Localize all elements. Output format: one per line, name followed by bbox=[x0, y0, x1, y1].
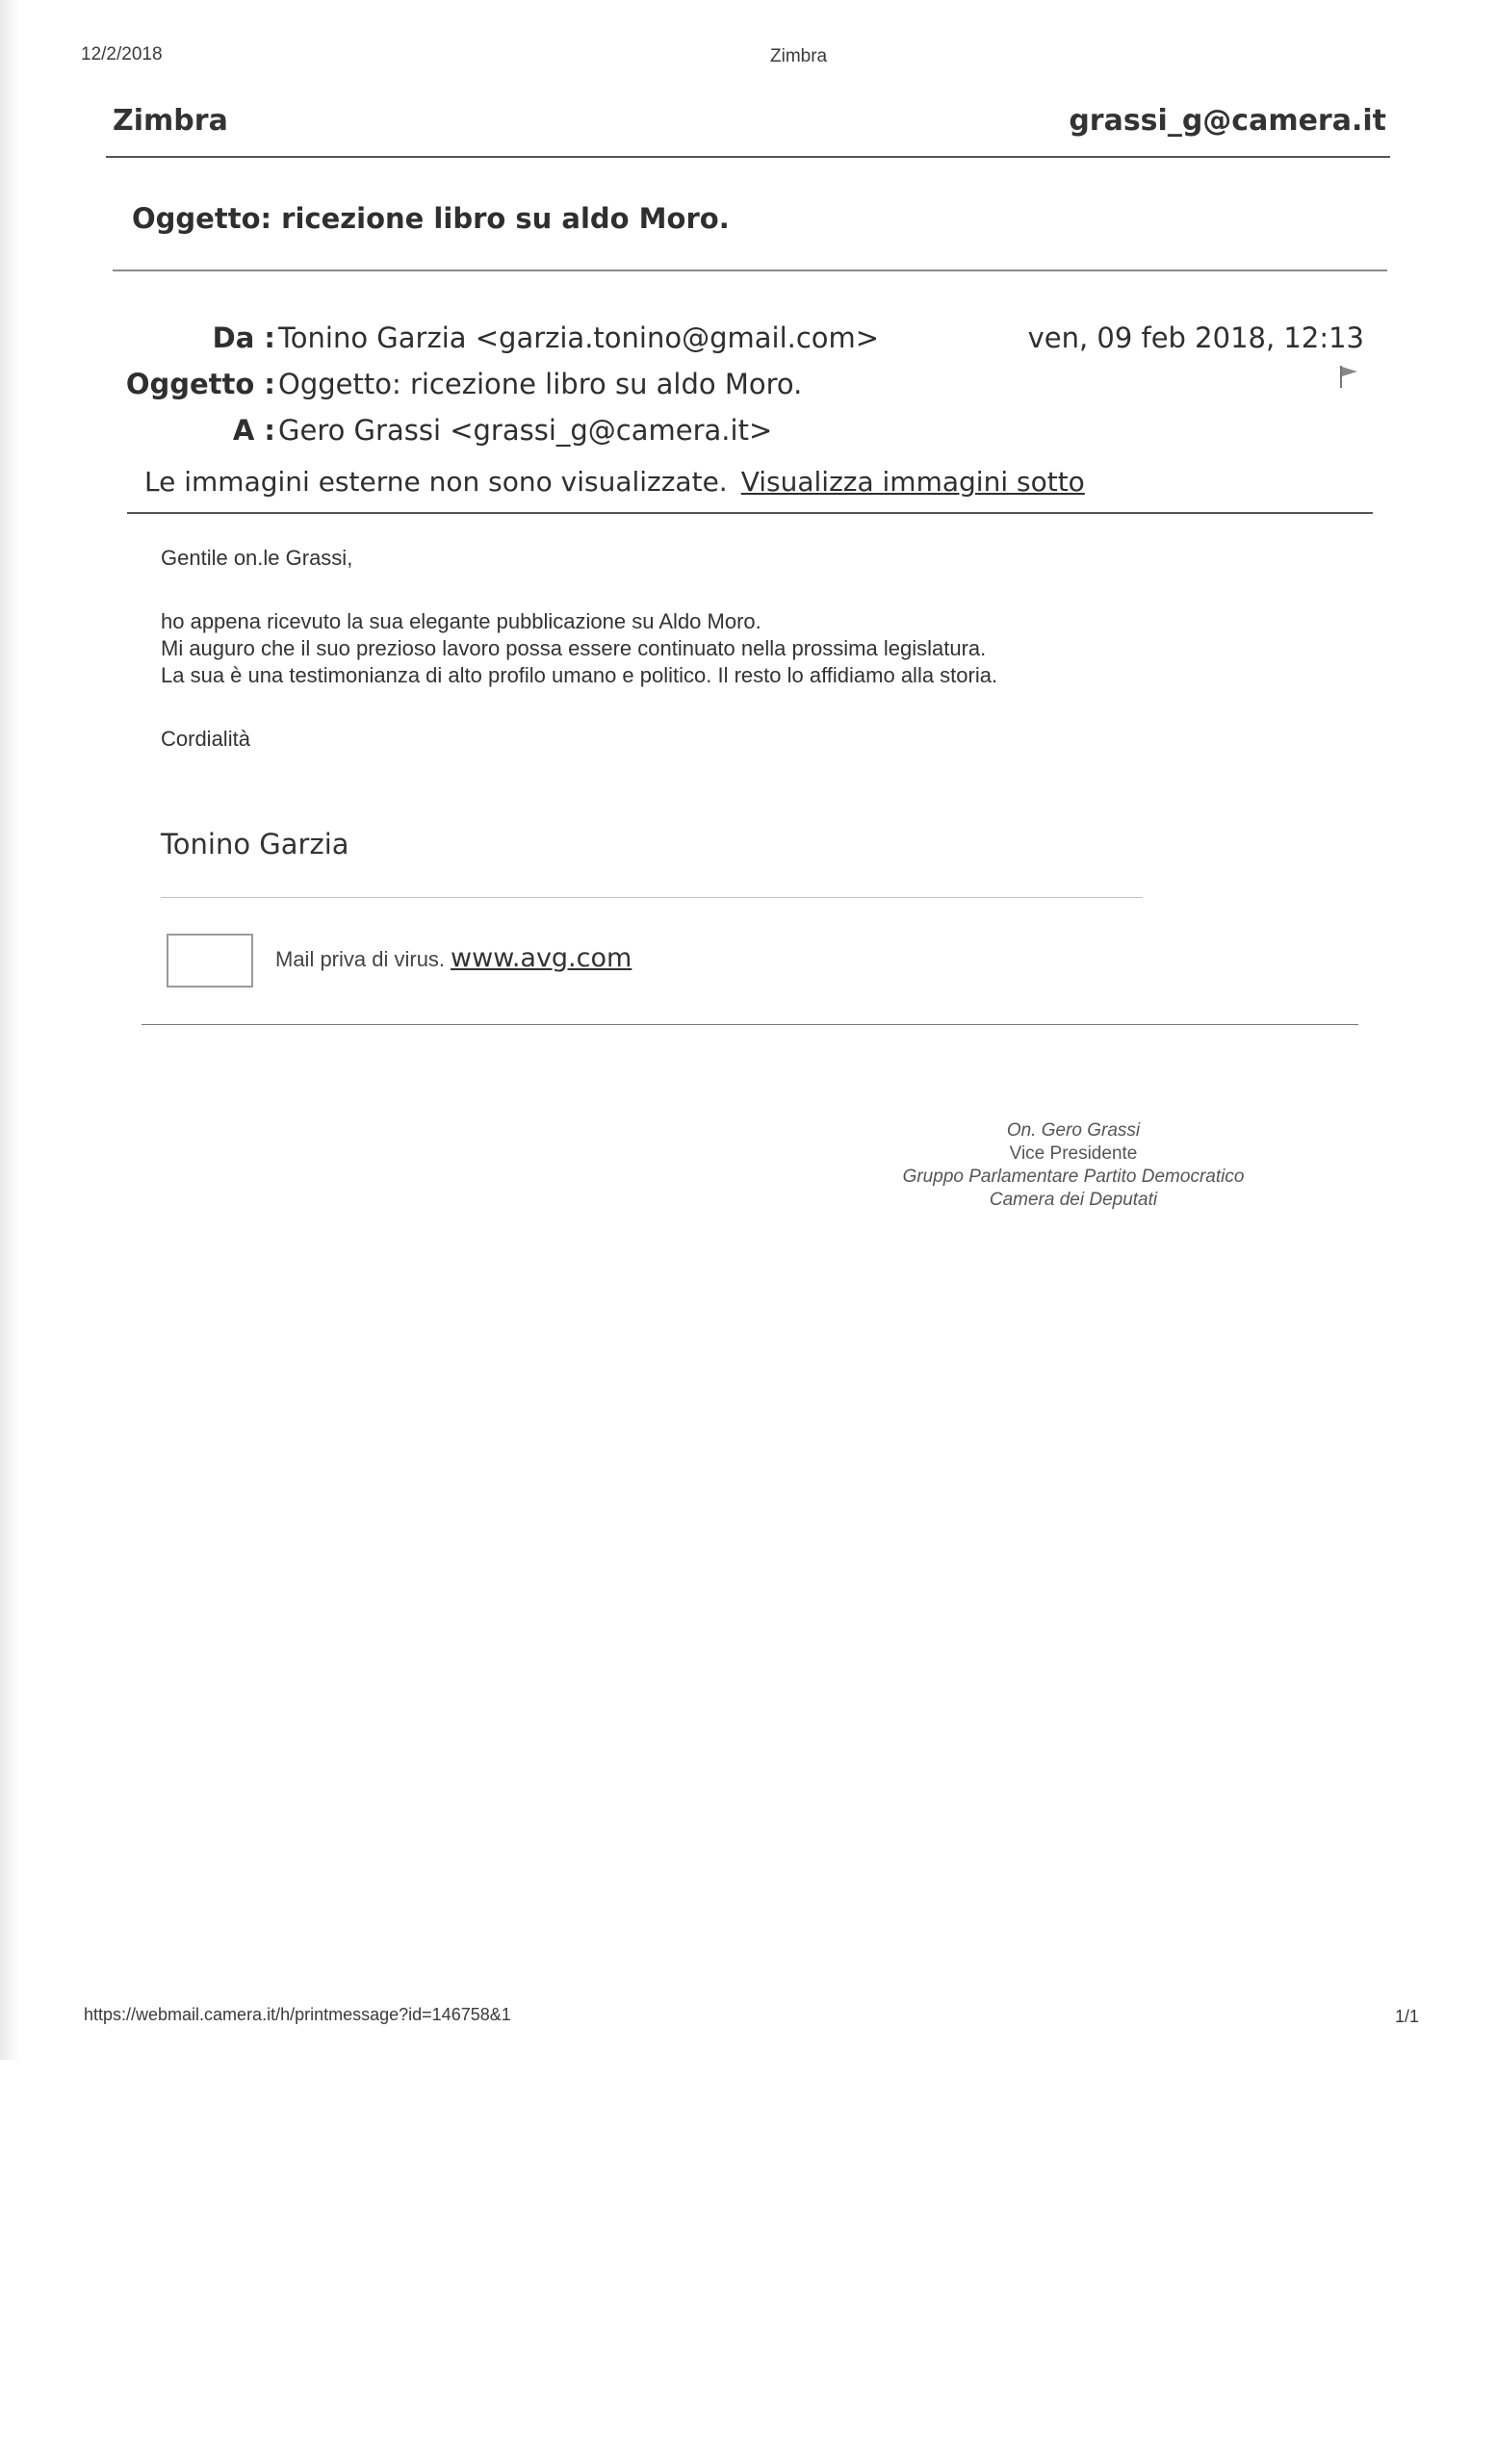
stamp-line-3: Gruppo Parlamentare Partito Democratico bbox=[902, 1167, 1245, 1187]
signature-name: Tonino Garzia bbox=[161, 828, 349, 860]
body-line-3: La sua è una testimonianza di alto profilo umano e politico. Il resto lo affidiamo alla storia. bbox=[161, 663, 998, 687]
subject-value: Oggetto: ricezione libro su aldo Moro. bbox=[278, 368, 803, 400]
subject-row bbox=[0, 368, 1496, 406]
stamp-line-2: Vice Presidente bbox=[1009, 1143, 1138, 1164]
page-number: 1/1 bbox=[1394, 2007, 1419, 2026]
stamp-line-4: Camera dei Deputati bbox=[989, 1190, 1158, 1210]
avg-text: Mail priva di virus. bbox=[275, 947, 446, 971]
to-label: A : bbox=[232, 414, 275, 447]
subject-divider bbox=[113, 270, 1387, 271]
print-title: Zimbra bbox=[770, 46, 828, 66]
app-brand: Zimbra bbox=[113, 104, 228, 138]
message-end-divider bbox=[142, 1024, 1358, 1025]
stamp-line-1: On. Gero Grassi bbox=[1006, 1120, 1141, 1141]
to-value[interactable]: Gero Grassi <grassi_g@camera.it> bbox=[278, 414, 773, 447]
show-images-link[interactable]: Visualizza immagini sotto bbox=[740, 466, 1085, 498]
avg-logo-placeholder bbox=[167, 934, 253, 988]
message-date: ven, 09 feb 2018, 12:13 bbox=[1027, 321, 1364, 354]
official-stamp bbox=[872, 1119, 1275, 1212]
scan-edge-shade bbox=[0, 0, 21, 2060]
brand-divider bbox=[106, 156, 1390, 158]
account-email: grassi_g@camera.it bbox=[1069, 104, 1386, 138]
greeting: Gentile on.le Grassi, bbox=[161, 546, 353, 570]
body-line-1: ho appena ricevuto la sua elegante pubblicazione su Aldo Moro. bbox=[161, 609, 761, 633]
from-value[interactable]: Tonino Garzia <garzia.tonino@gmail.com> bbox=[278, 321, 880, 354]
external-images-text: Le immagini esterne non sono visualizzate. bbox=[144, 466, 728, 498]
subject-label: Oggetto : bbox=[125, 368, 275, 400]
header-divider bbox=[127, 512, 1373, 514]
from-label: Da : bbox=[212, 321, 275, 354]
closing: Cordialità bbox=[161, 727, 250, 751]
avg-line bbox=[275, 943, 632, 973]
message-subject-heading: Oggetto: ricezione libro su aldo Moro. bbox=[132, 202, 730, 235]
body-line-2: Mi auguro che il suo prezioso lavoro possa essere continuato nella prossima legislatura. bbox=[161, 636, 987, 660]
from-row bbox=[0, 321, 1496, 360]
print-url: https://webmail.camera.it/h/printmessage?id=146758&1 bbox=[84, 2005, 511, 2024]
to-row bbox=[0, 414, 1496, 452]
print-date: 12/2/2018 bbox=[81, 44, 163, 64]
signature-divider bbox=[161, 897, 1143, 898]
external-images-notice bbox=[144, 466, 1085, 498]
avg-link[interactable]: www.avg.com bbox=[451, 943, 632, 973]
